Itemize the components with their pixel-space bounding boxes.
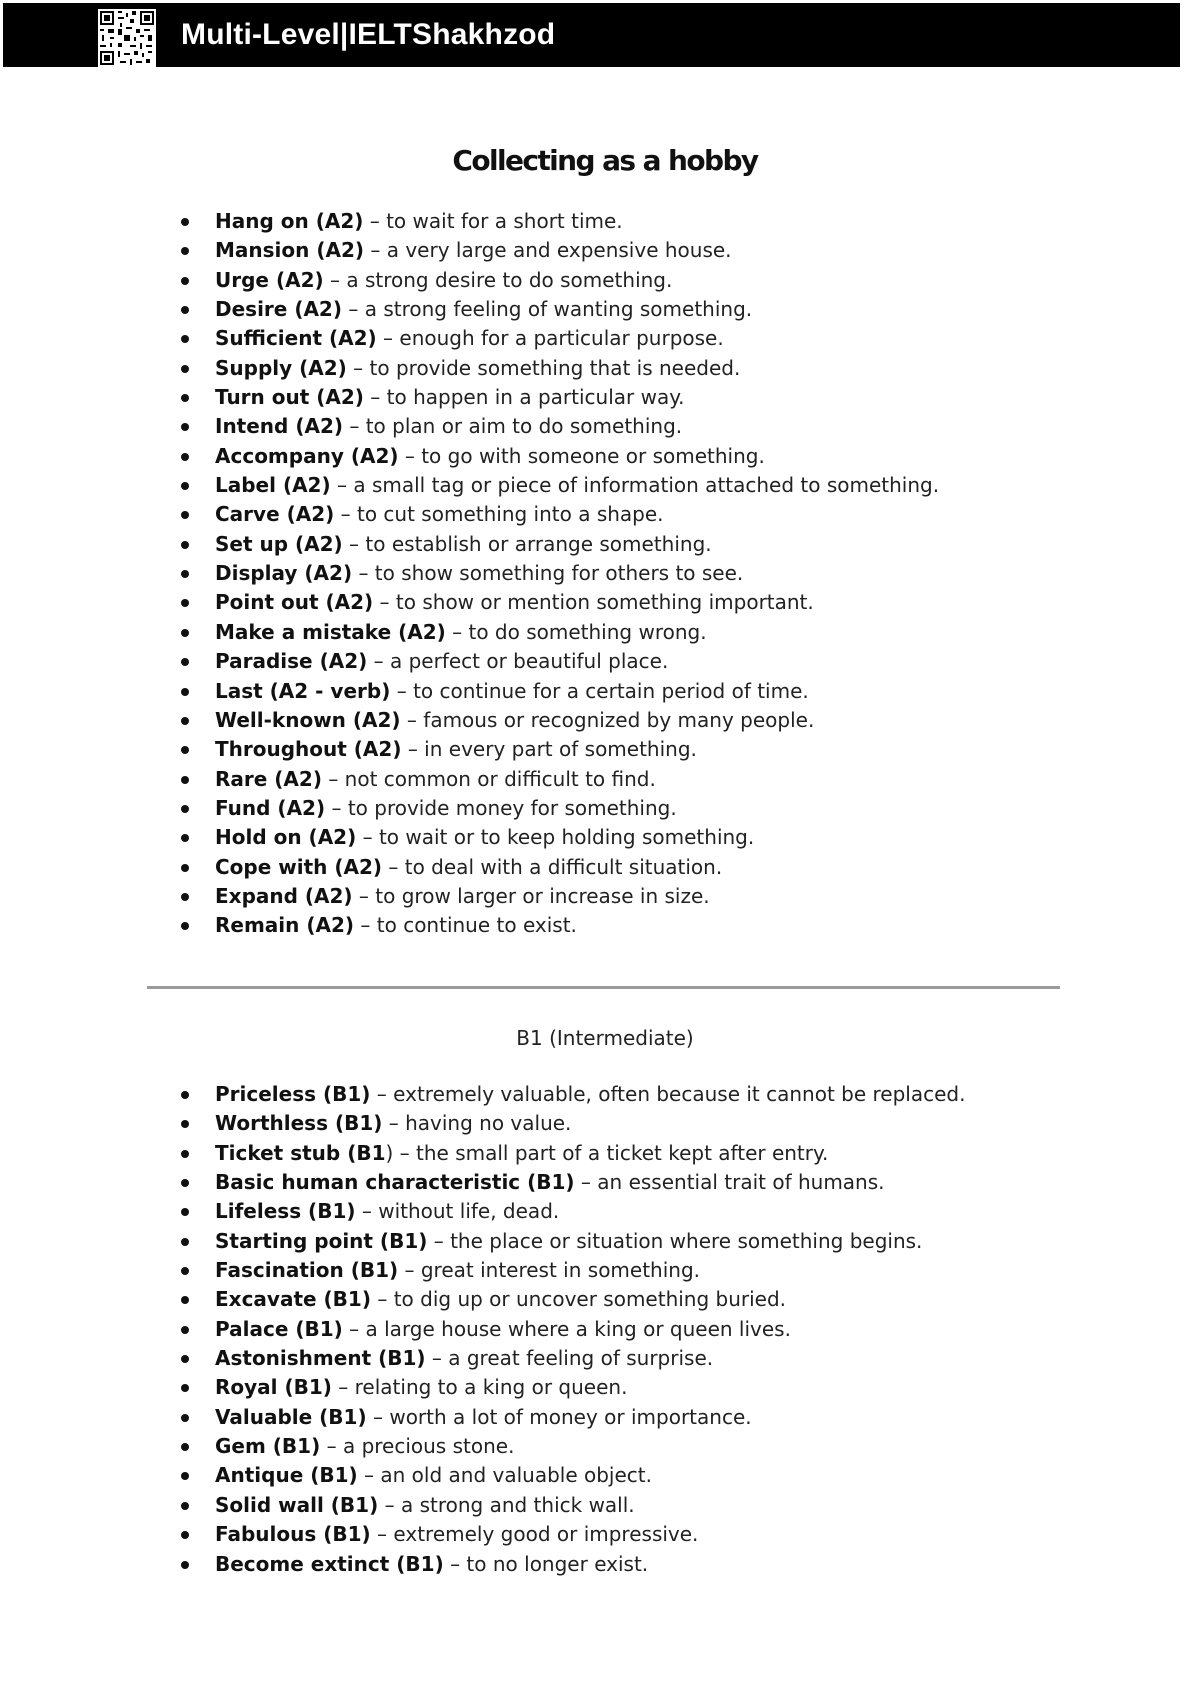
bullet-icon: [181, 776, 189, 784]
list-item: [215, 1256, 965, 1285]
vocab-definition: – a strong desire to do something.: [323, 267, 673, 292]
vocab-definition: – an essential trait of humans.: [574, 1170, 885, 1195]
list-item: [215, 559, 939, 588]
list-item: [215, 266, 939, 295]
bullet-icon: [181, 1355, 189, 1363]
vocab-term: Antique (B1): [215, 1463, 358, 1488]
header-title: Multi-Level|IELTShakhzod: [181, 18, 556, 51]
bullet-icon: [181, 423, 189, 431]
bullet-icon: [181, 1179, 189, 1187]
bullet-icon: [181, 893, 189, 901]
vocab-term: Worthless (B1): [215, 1111, 383, 1136]
bullet-icon: [181, 717, 189, 725]
vocab-definition: – to no longer exist.: [443, 1551, 649, 1576]
list-item: [215, 442, 939, 471]
list-item: [215, 911, 939, 940]
vocab-definition: – famous or recognized by many people.: [400, 707, 815, 732]
bullet-icon: [181, 335, 189, 343]
list-item: [215, 1520, 965, 1549]
bullet-icon: [181, 1472, 189, 1480]
bullet-icon: [181, 541, 189, 549]
vocab-term: Ticket stub (B1: [215, 1140, 386, 1165]
vocab-term: Turn out (A2): [215, 385, 364, 410]
list-item: [215, 1491, 965, 1520]
list-item: [215, 1080, 965, 1109]
vocab-definition: – a large house where a king or queen lives.: [342, 1316, 791, 1341]
vocab-definition: – having no value.: [382, 1111, 572, 1136]
list-item: [215, 1550, 965, 1579]
bullet-icon: [181, 864, 189, 872]
list-item: [215, 207, 939, 236]
bullet-icon: [181, 570, 189, 578]
list-item: [215, 530, 939, 559]
list-item: [215, 882, 939, 911]
bullet-icon: [181, 922, 189, 930]
vocab-definition: – an old and valuable object.: [357, 1463, 652, 1488]
vocab-definition: – to dig up or uncover something buried.: [370, 1287, 787, 1312]
vocab-definition: – extremely good or impressive.: [370, 1522, 699, 1547]
vocab-definition: – enough for a particular purpose.: [376, 326, 724, 351]
vocab-term: Palace (B1): [215, 1316, 343, 1341]
bullet-icon: [181, 1531, 189, 1539]
vocab-term: Rare (A2): [215, 766, 322, 791]
vocab-term: Make a mistake (A2): [215, 619, 446, 644]
vocab-term: Mansion (A2): [215, 238, 365, 263]
list-item: [215, 1285, 965, 1314]
bullet-icon: [181, 1120, 189, 1128]
qr-code-graphic: [98, 9, 156, 67]
vocab-definition: – a precious stone.: [320, 1434, 515, 1459]
bullet-icon: [181, 629, 189, 637]
vocab-term: Become extinct (B1): [215, 1551, 444, 1576]
vocab-term: Hang on (A2): [215, 209, 364, 233]
list-item: [215, 500, 939, 529]
vocab-term: Paradise (A2): [215, 649, 368, 674]
list-item: [215, 236, 939, 265]
vocab-term: Expand (A2): [215, 883, 353, 908]
bullet-icon: [181, 482, 189, 490]
list-item: [215, 471, 939, 500]
list-item: [215, 1373, 965, 1402]
bullet-icon: [181, 1238, 189, 1246]
list-item: [215, 823, 939, 852]
bullet-icon: [181, 1267, 189, 1275]
bullet-icon: [181, 394, 189, 402]
list-item: [215, 354, 939, 383]
vocab-definition: – not common or difficult to find.: [321, 766, 656, 791]
bullet-icon: [181, 834, 189, 842]
vocab-term: Royal (B1): [215, 1375, 332, 1400]
vocab-term: Priceless (B1): [215, 1082, 371, 1106]
vocab-term: Point out (A2): [215, 590, 374, 615]
list-item: [215, 1139, 965, 1168]
vocab-definition: – to plan or aim to do something.: [343, 414, 683, 439]
vocab-term: Urge (A2): [215, 267, 324, 292]
bullet-icon: [181, 599, 189, 607]
list-item: [215, 706, 939, 735]
vocab-term: Intend (A2): [215, 414, 343, 439]
vocab-term: Accompany (A2): [215, 443, 399, 468]
vocab-term: Fabulous (B1): [215, 1522, 371, 1547]
vocab-term: Starting point (B1): [215, 1228, 428, 1253]
vocab-term: Lifeless (B1): [215, 1199, 356, 1224]
vocab-definition: – to establish or arrange something.: [342, 531, 712, 556]
qr-code-icon[interactable]: [98, 9, 156, 67]
vocab-definition: – to deal with a difficult situation.: [382, 854, 723, 879]
vocab-definition: – to grow larger or increase in size.: [352, 883, 710, 908]
vocab-term: Well-known (A2): [215, 707, 401, 732]
vocab-definition: – in every part of something.: [401, 737, 697, 762]
bullet-icon: [181, 658, 189, 666]
a2-vocabulary-list: [215, 207, 939, 941]
vocab-definition: – a perfect or beautiful place.: [367, 649, 669, 674]
vocab-definition: – to continue for a certain period of time.: [390, 678, 809, 703]
bullet-icon: [181, 805, 189, 813]
vocab-definition: – a strong feeling of wanting something.: [342, 297, 753, 322]
vocab-definition: – to wait or to keep holding something.: [356, 825, 755, 850]
list-item: [215, 1432, 965, 1461]
vocab-term: Throughout (A2): [215, 737, 402, 762]
vocab-definition: – to provide something that is needed.: [346, 355, 741, 380]
vocab-definition: – great interest in something.: [398, 1258, 701, 1283]
list-item: [215, 1197, 965, 1226]
vocab-definition: – to happen in a particular way.: [363, 385, 685, 410]
vocab-definition: – a strong and thick wall.: [378, 1492, 635, 1517]
list-item: [215, 412, 939, 441]
vocab-definition: – to go with someone or something.: [398, 443, 765, 468]
vocab-term: Gem (B1): [215, 1434, 321, 1459]
vocab-definition: – to show something for others to see.: [352, 561, 744, 586]
list-item: [215, 735, 939, 764]
vocab-definition: – a very large and expensive house.: [364, 238, 732, 263]
bullet-icon: [181, 453, 189, 461]
vocab-term: Valuable (B1): [215, 1404, 367, 1429]
vocab-definition: – the place or situation where something begins.: [427, 1228, 923, 1253]
vocab-term: Display (A2): [215, 561, 353, 586]
bullet-icon: [181, 277, 189, 285]
vocab-definition: – to show or mention something important.: [373, 590, 814, 615]
vocab-term: Desire (A2): [215, 297, 342, 322]
bullet-icon: [181, 1296, 189, 1304]
list-item: [215, 1315, 965, 1344]
bullet-icon: [181, 1150, 189, 1158]
vocab-term: Fascination (B1): [215, 1258, 399, 1283]
vocab-term: Solid wall (B1): [215, 1492, 379, 1517]
bullet-icon: [181, 1561, 189, 1569]
bullet-icon: [181, 218, 189, 226]
bullet-icon: [181, 746, 189, 754]
bullet-icon: [181, 1443, 189, 1451]
section-divider: [147, 986, 1060, 989]
vocab-term: Excavate (B1): [215, 1287, 371, 1312]
bullet-icon: [181, 365, 189, 373]
header-bar: [3, 3, 1180, 67]
vocab-definition: ) – the small part of a ticket kept after entry.: [385, 1140, 829, 1165]
bullet-icon: [181, 511, 189, 519]
b1-section-heading: B1 (Intermediate): [516, 1026, 694, 1050]
vocab-term: Label (A2): [215, 473, 331, 498]
document-title: Collecting as a hobby: [452, 144, 758, 177]
vocab-definition: – extremely valuable, often because it cannot be replaced.: [370, 1082, 966, 1106]
list-item: [215, 1461, 965, 1490]
list-item: [215, 1344, 965, 1373]
list-item: [215, 1109, 965, 1138]
bullet-icon: [181, 1502, 189, 1510]
list-item: [215, 677, 939, 706]
list-item: [215, 1227, 965, 1256]
bullet-icon: [181, 1414, 189, 1422]
vocab-definition: – to wait for a short time.: [363, 209, 623, 233]
vocab-term: Basic human characteristic (B1): [215, 1170, 575, 1195]
list-item: [215, 853, 939, 882]
vocab-definition: – to cut something into a shape.: [334, 502, 664, 527]
vocab-term: Supply (A2): [215, 355, 347, 380]
list-item: [215, 588, 939, 617]
list-item: [215, 618, 939, 647]
vocab-term: Remain (A2): [215, 913, 355, 938]
vocab-definition: – to continue to exist.: [354, 913, 577, 938]
list-item: [215, 1168, 965, 1197]
bullet-icon: [181, 247, 189, 255]
list-item: [215, 383, 939, 412]
bullet-icon: [181, 1091, 189, 1099]
list-item: [215, 794, 939, 823]
vocab-term: Cope with (A2): [215, 854, 383, 879]
list-item: [215, 1403, 965, 1432]
list-item: [215, 295, 939, 324]
vocab-term: Hold on (A2): [215, 825, 357, 850]
list-item: [215, 765, 939, 794]
list-item: [215, 324, 939, 353]
bullet-icon: [181, 688, 189, 696]
vocab-definition: – worth a lot of money or importance.: [366, 1404, 752, 1429]
vocab-definition: – without life, dead.: [355, 1199, 560, 1224]
bullet-icon: [181, 1326, 189, 1334]
vocab-definition: – to provide money for something.: [325, 795, 677, 820]
vocab-term: Set up (A2): [215, 531, 343, 556]
bullet-icon: [181, 1384, 189, 1392]
vocab-term: Last (A2 - verb): [215, 678, 391, 703]
vocab-definition: – a small tag or piece of information attached to something.: [330, 473, 940, 498]
list-item: [215, 647, 939, 676]
bullet-icon: [181, 1208, 189, 1216]
vocab-term: Fund (A2): [215, 795, 326, 820]
vocab-definition: – relating to a king or queen.: [331, 1375, 628, 1400]
vocab-definition: – a great feeling of surprise.: [425, 1346, 714, 1371]
vocab-definition: – to do something wrong.: [445, 619, 707, 644]
vocab-term: Sufficient (A2): [215, 326, 377, 351]
vocab-term: Carve (A2): [215, 502, 335, 527]
b1-vocabulary-list: [215, 1080, 965, 1579]
bullet-icon: [181, 306, 189, 314]
vocab-term: Astonishment (B1): [215, 1346, 426, 1371]
